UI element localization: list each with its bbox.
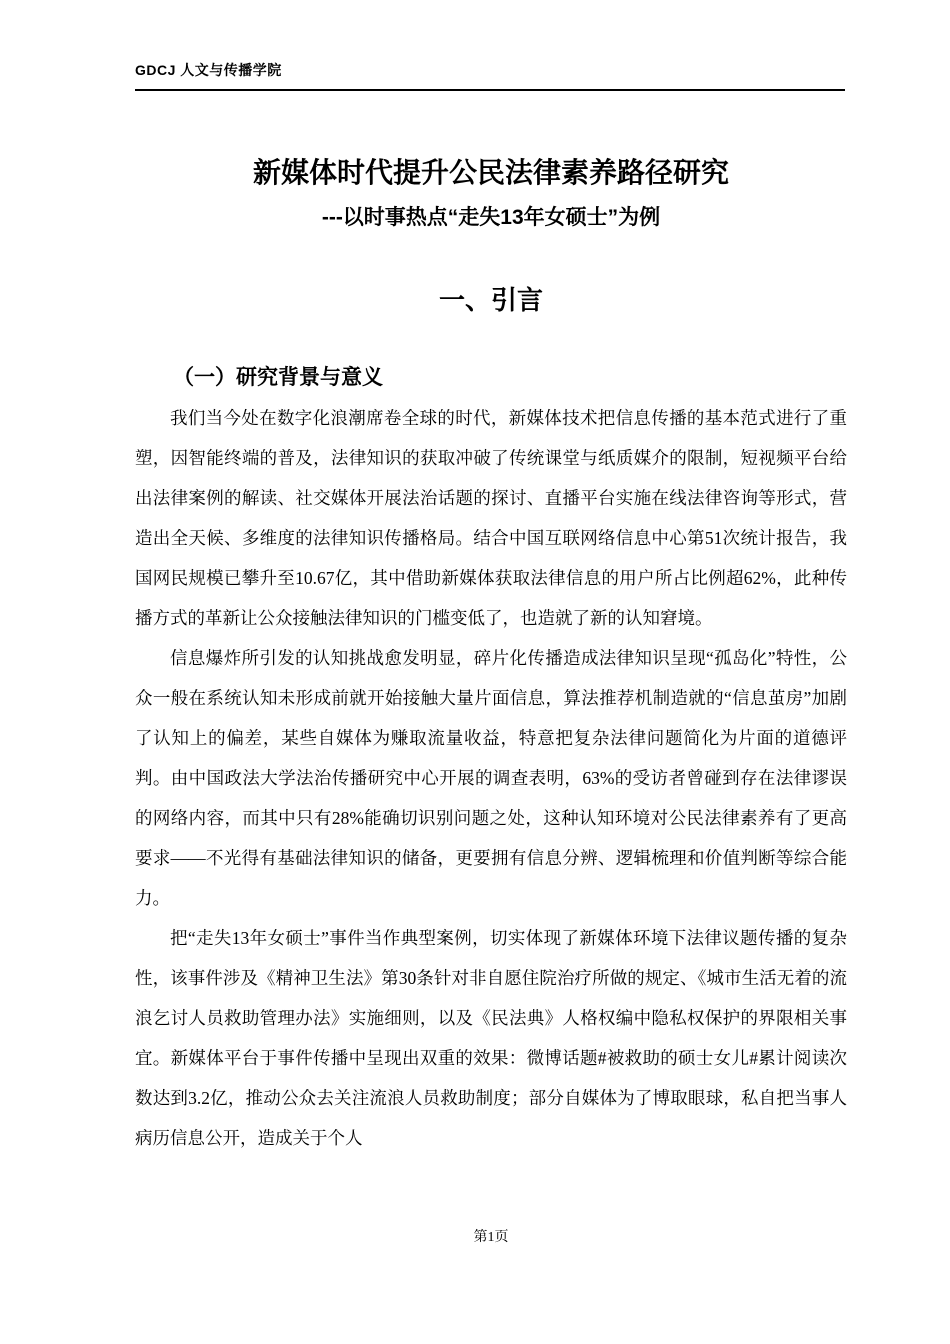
header-rule [135, 89, 845, 91]
paragraph: 我们当今处在数字化浪潮席卷全球的时代，新媒体技术把信息传播的基本范式进行了重塑，因智能终端的普及，法律知识的获取冲破了传统课堂与纸质媒介的限制，短视频平台给出法律案例的解读、社交媒体开展法治话题的探讨、直播平台实施在线法律咨询等形式，营造出全天候、多维度的法律知识传播格局。结合中国互联网络信息中心第51次统计报告，我国网民规模已攀升至10.67亿，其中借助新媒体获取法律信息的用户所占比例超62%，此种传播方式的革新让公众接触法律知识的门槛变低了，也造就了新的认知窘境。 [135, 408, 847, 628]
page-footer [135, 1226, 847, 1246]
paragraph: 把“走失13年女硕士”事件当作典型案例，切实体现了新媒体环境下法律议题传播的复杂性，该事件涉及《精神卫生法》第30条针对非自愿住院治疗所做的规定、《城市生活无着的流浪乞讨人员救助管理办法》实施细则，以及《民法典》人格权编中隐私权保护的界限相关事宜。新媒体平台于事件传播中呈现出双重的效果：微博话题#被救助的硕士女儿#累计阅读次数达到3.2亿，推动公众去关注流浪人员救助制度；部分自媒体为了博取眼球，私自把当事人病历信息公开，造成关于个人 [135, 928, 847, 1148]
document-body [135, 156, 847, 1158]
section-heading-introduction: 一、引言 [438, 285, 543, 315]
document-subtitle: ---以时事热点“走失13年女硕士”为例 [321, 206, 661, 229]
paragraph: 信息爆炸所引发的认知挑战愈发明显，碎片化传播造成法律知识呈现“孤岛化”特性，公众一般在系统认知未形成前就开始接触大量片面信息，算法推荐机制造就的“信息茧房”加剧了认知上的偏差，某些自媒体为赚取流量收益，特意把复杂法律问题简化为片面的道德评判。由中国政法大学法治传播研究中心开展的调查表明，63%的受访者曾碰到存在法律谬误的网络内容，而其中只有28%能确切识别问题之处，这种认知环境对公民法律素养有了更高要求——不光得有基础法律知识的储备，更要拥有信息分辨、逻辑梳理和价值判断等综合能力。 [135, 648, 847, 908]
page-header [135, 60, 845, 91]
page-number: 第1页 [473, 1230, 509, 1245]
document-title: 新媒体时代提升公民法律素养路径研究 [252, 157, 729, 188]
subsection-heading-background: （一）研究背景与意义 [173, 366, 383, 389]
header-school-name: GDCJ 人文与传播学院 [135, 62, 282, 78]
